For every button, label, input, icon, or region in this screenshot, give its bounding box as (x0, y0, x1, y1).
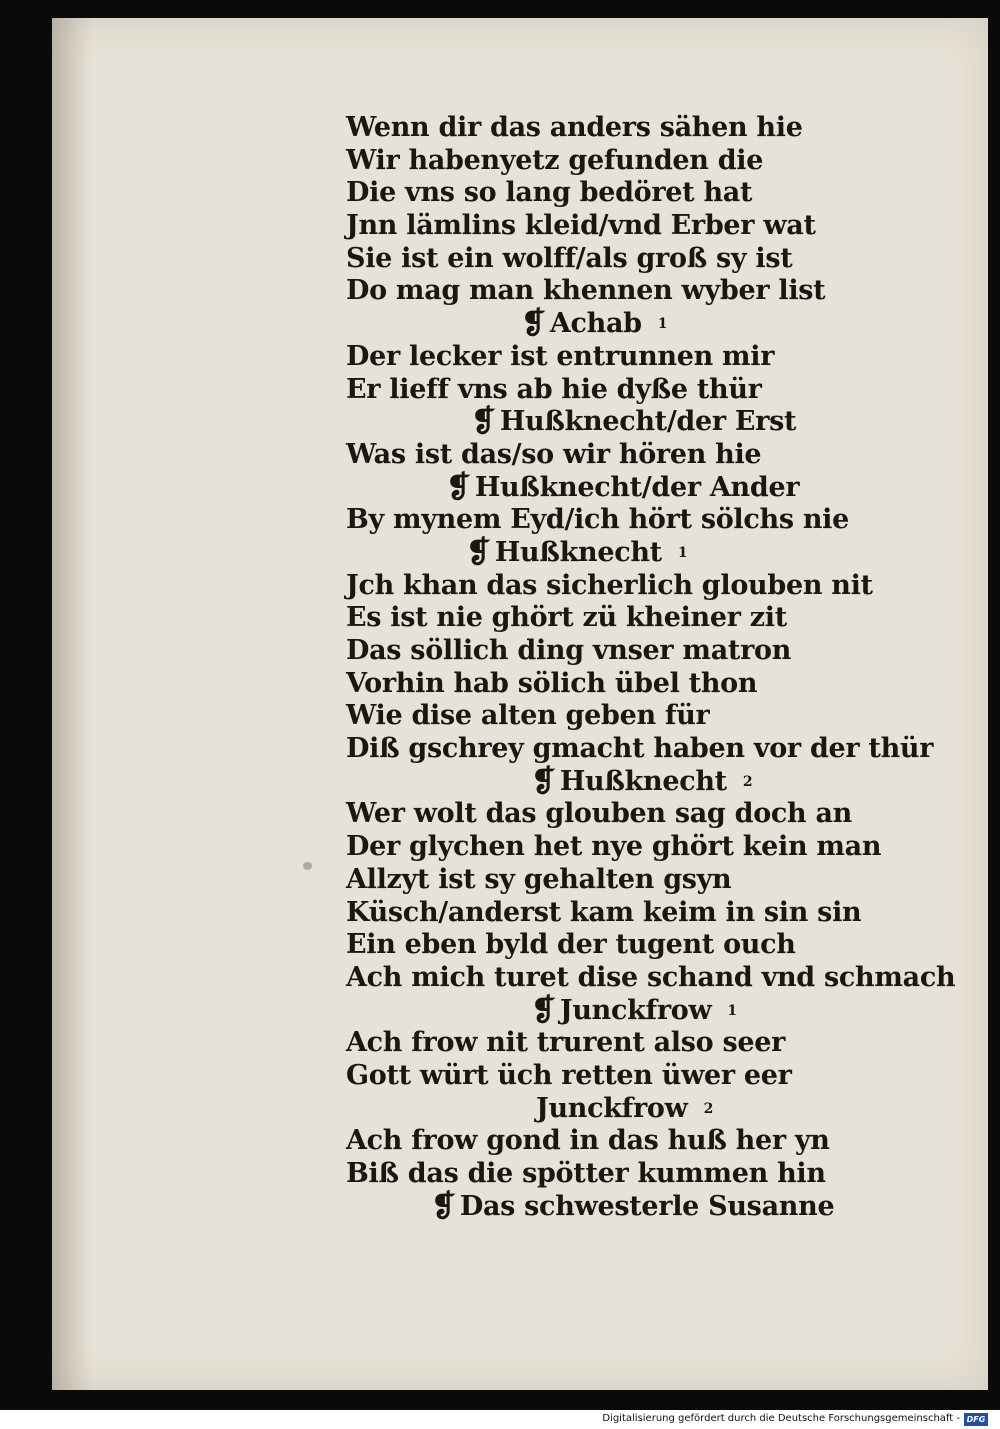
footer-bar (0, 1410, 1000, 1429)
verse-line: Küsch/anderst kam keim in sin sin (346, 896, 862, 928)
verse-line: Es ist nie ghört zü kheiner zit (346, 602, 787, 634)
speaker-number: 2 (703, 1100, 714, 1117)
dfg-logo-icon: DFG (964, 1413, 988, 1426)
verse-line: Wenn dir das anders sähen hie (346, 112, 803, 143)
verse-line: Wer wolt das glouben sag doch an (346, 798, 852, 830)
pilcrow-icon: ❡ (531, 763, 556, 799)
paper-stain (303, 862, 312, 870)
speaker-heading (346, 992, 906, 1028)
pilcrow-icon: ❡ (446, 469, 471, 505)
verse-line: By mynem Eyd/ich hört sölchs nie (346, 504, 850, 536)
verse-line: Allzyt ist sy gehalten gsyn (346, 863, 732, 895)
verse-line: Ach frow gond in das huß her yn (346, 1125, 830, 1157)
verse-line: Vorhin hab sölich übel thon (346, 667, 758, 699)
pilcrow-icon: ❡ (466, 534, 491, 570)
verse-line: Ach mich turet dise schand vnd schmach (346, 961, 956, 993)
page-gutter-shadow (52, 18, 92, 1390)
speaker-heading (346, 469, 906, 505)
pilcrow-icon: ❡ (521, 306, 546, 342)
verse-line: Er lieff vns ab hie dyße thür (346, 373, 762, 405)
speaker-number: 2 (742, 773, 753, 790)
verse-line: Jnn lämlins kleid/vnd Erber wat (346, 210, 816, 242)
funding-note: Digitalisierung gefördert durch die Deutsche Forschungsgemeinschaft - (602, 1413, 960, 1424)
speaker-name: Das schwesterle Susanne (459, 1190, 835, 1222)
pilcrow-icon: ❡ (431, 1188, 456, 1224)
speaker-heading (346, 1188, 906, 1224)
verse-line: Ach frow nit trurent also seer (346, 1027, 786, 1059)
verse-line: Sie ist ein wolff/als groß sy ist (346, 242, 793, 274)
speaker-heading (346, 1093, 906, 1126)
verse-line: Biß das die spötter kummen hin (346, 1158, 826, 1189)
speaker-name: Hußknecht/der Erst (499, 406, 797, 438)
verse-line: Der glychen het nye ghört kein man (346, 831, 882, 863)
verse-line: Gott würt üch retten üwer eer (346, 1059, 792, 1091)
verse-line: Wie dise alten geben für (346, 700, 710, 732)
verse-line: Das söllich ding vnser matron (346, 635, 792, 666)
speaker-heading (346, 406, 906, 439)
verse-line: Was ist das/so wir hören hie (346, 438, 762, 470)
speaker-name: Achab (549, 308, 642, 340)
verse-line: Jch khan das sicherlich glouben nit (346, 569, 873, 601)
speaker-heading (346, 763, 906, 799)
verse-line: Diß gschrey gmacht haben vor der thür (346, 733, 934, 765)
speaker-heading (346, 534, 906, 570)
pilcrow-icon: ❡ (471, 404, 496, 440)
speaker-number: 1 (727, 1002, 737, 1019)
speaker-name: Hußknecht/der Ander (474, 471, 800, 503)
verse-line: Do mag man khennen wyber list (346, 275, 826, 307)
speaker-name: Junckfrow (559, 994, 712, 1026)
verse-line: Wir habenyetz gefunden die (346, 144, 764, 176)
speaker-heading (346, 308, 906, 341)
verse-line: Die vns so lang bedöret hat (346, 177, 753, 209)
verse-line: Ein eben byld der tugent ouch (346, 929, 796, 961)
verse-line: Der lecker ist entrunnen mir (346, 340, 775, 372)
verse-text-block (346, 112, 956, 1224)
speaker-number: 1 (657, 316, 668, 333)
speaker-name: Hußknecht (494, 536, 662, 568)
speaker-name: Junckfrow (536, 1092, 688, 1124)
pilcrow-icon: ❡ (531, 992, 556, 1028)
speaker-name: Hußknecht (559, 765, 727, 797)
speaker-number: 1 (677, 544, 688, 561)
